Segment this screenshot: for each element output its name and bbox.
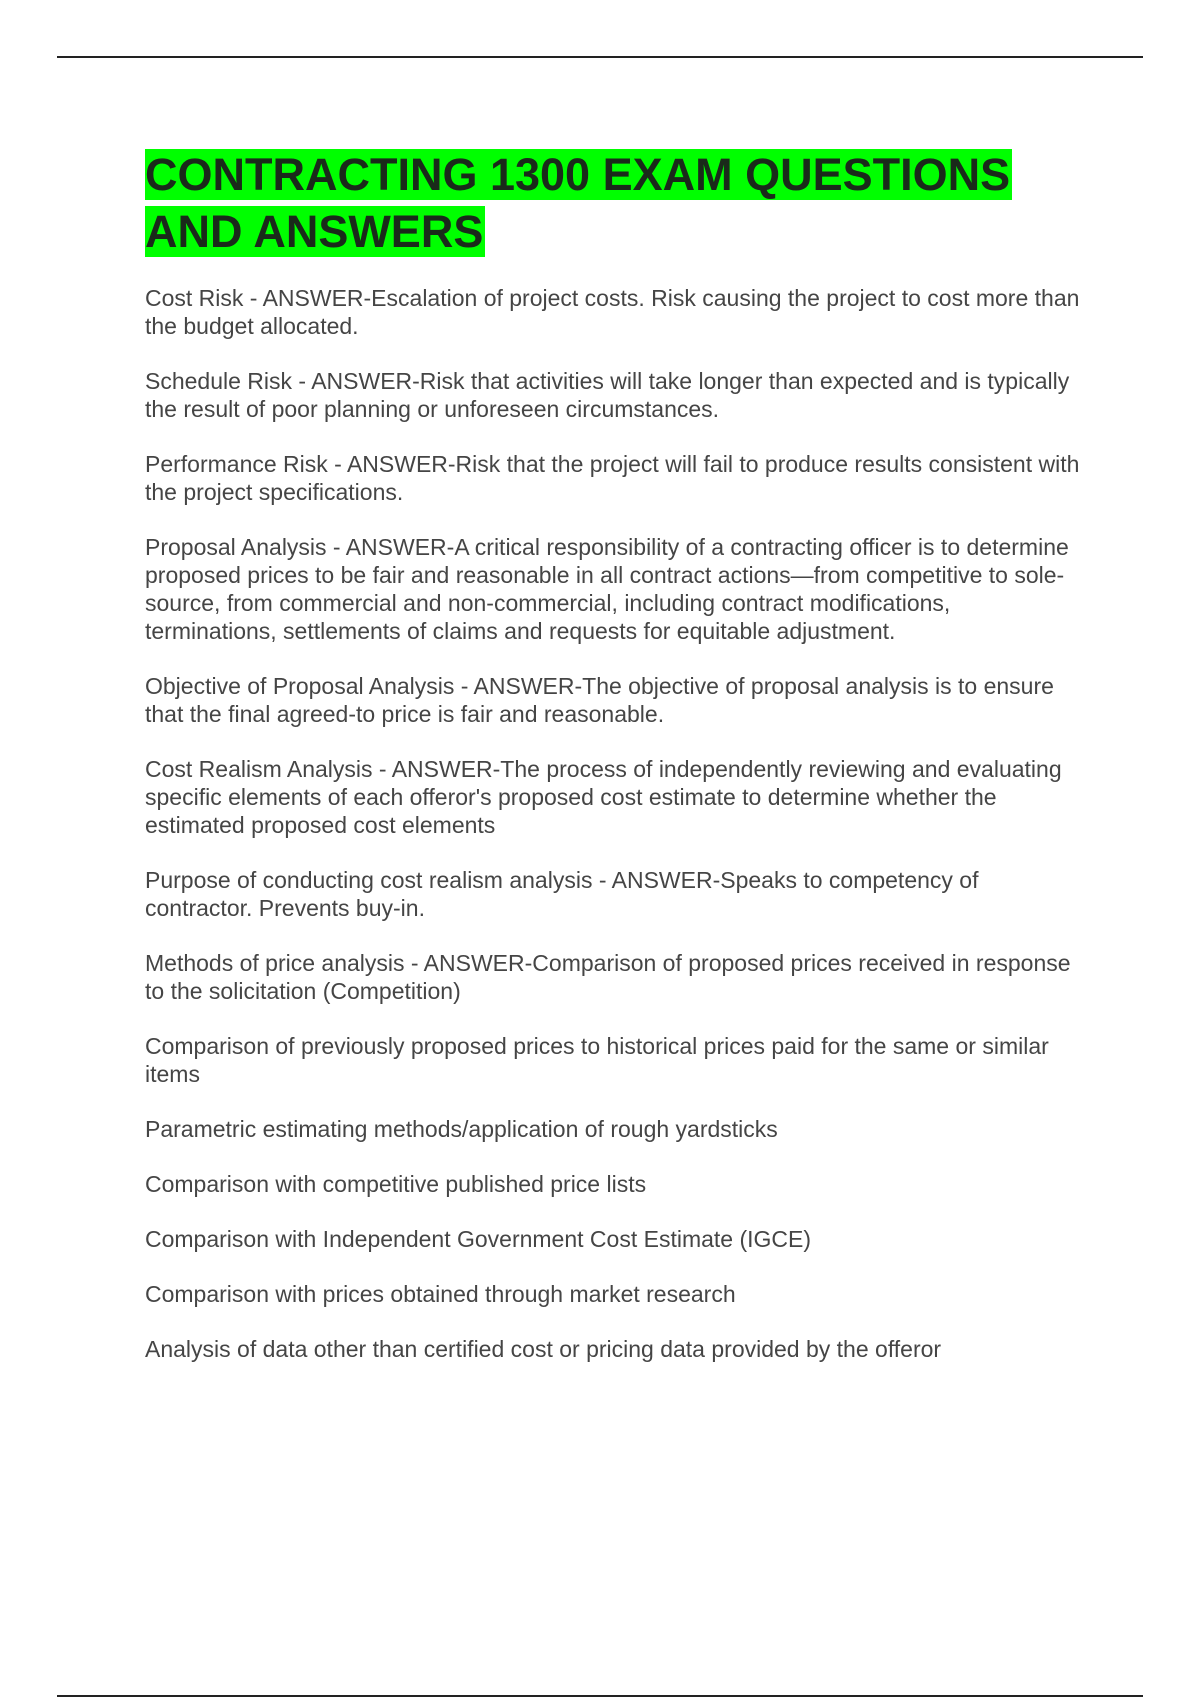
- qa-entry: Purpose of conducting cost realism analysis - ANSWER-Speaks to competency of contractor. Prevents buy-in.: [145, 867, 979, 921]
- qa-entry: Comparison with competitive published price lists: [145, 1171, 647, 1197]
- document-title: [145, 146, 1080, 260]
- qa-entry: Comparison with prices obtained through market research: [145, 1281, 736, 1307]
- qa-entry: Parametric estimating methods/application of rough yardsticks: [145, 1116, 778, 1142]
- qa-entry: Comparison of previously proposed prices to historical prices paid for the same or similar items: [145, 1033, 1049, 1087]
- qa-entry: Cost Realism Analysis - ANSWER-The process of independently reviewing and evaluating specific elements of each offeror's proposed cost estimate to determine whether the estimated proposed cost elements: [145, 756, 1062, 838]
- qa-entry: Objective of Proposal Analysis - ANSWER-The objective of proposal analysis is to ensure that the final agreed-to price is fair and reasonable.: [145, 673, 1054, 727]
- qa-entry: Proposal Analysis - ANSWER-A critical responsibility of a contracting officer is to determine proposed prices to be fair and reasonable in all contract actions—from competitive to sole-source, from commercial and non-commercial, including contract modifications, terminations, settlements of claims and requests for equitable adjustment.: [145, 534, 1069, 644]
- top-rule: [57, 56, 1143, 58]
- qa-entry: Performance Risk - ANSWER-Risk that the project will fail to produce results consistent with the project specifications.: [145, 451, 1080, 505]
- qa-entry: Methods of price analysis - ANSWER-Comparison of proposed prices received in response to the solicitation (Competition): [145, 950, 1071, 1004]
- document-body: [145, 146, 1080, 1390]
- qa-entry: Comparison with Independent Government Cost Estimate (IGCE): [145, 1226, 812, 1252]
- qa-entry: Schedule Risk - ANSWER-Risk that activities will take longer than expected and is typically the result of poor planning or unforeseen circumstances.: [145, 368, 1070, 422]
- qa-entry: Cost Risk - ANSWER-Escalation of project costs. Risk causing the project to cost more than the budget allocated.: [145, 285, 1080, 339]
- bottom-rule: [57, 1695, 1143, 1697]
- qa-entry: Analysis of data other than certified cost or pricing data provided by the offeror: [145, 1336, 942, 1362]
- title-highlight: CONTRACTING 1300 EXAM QUESTIONS AND ANSWERS: [145, 149, 1011, 257]
